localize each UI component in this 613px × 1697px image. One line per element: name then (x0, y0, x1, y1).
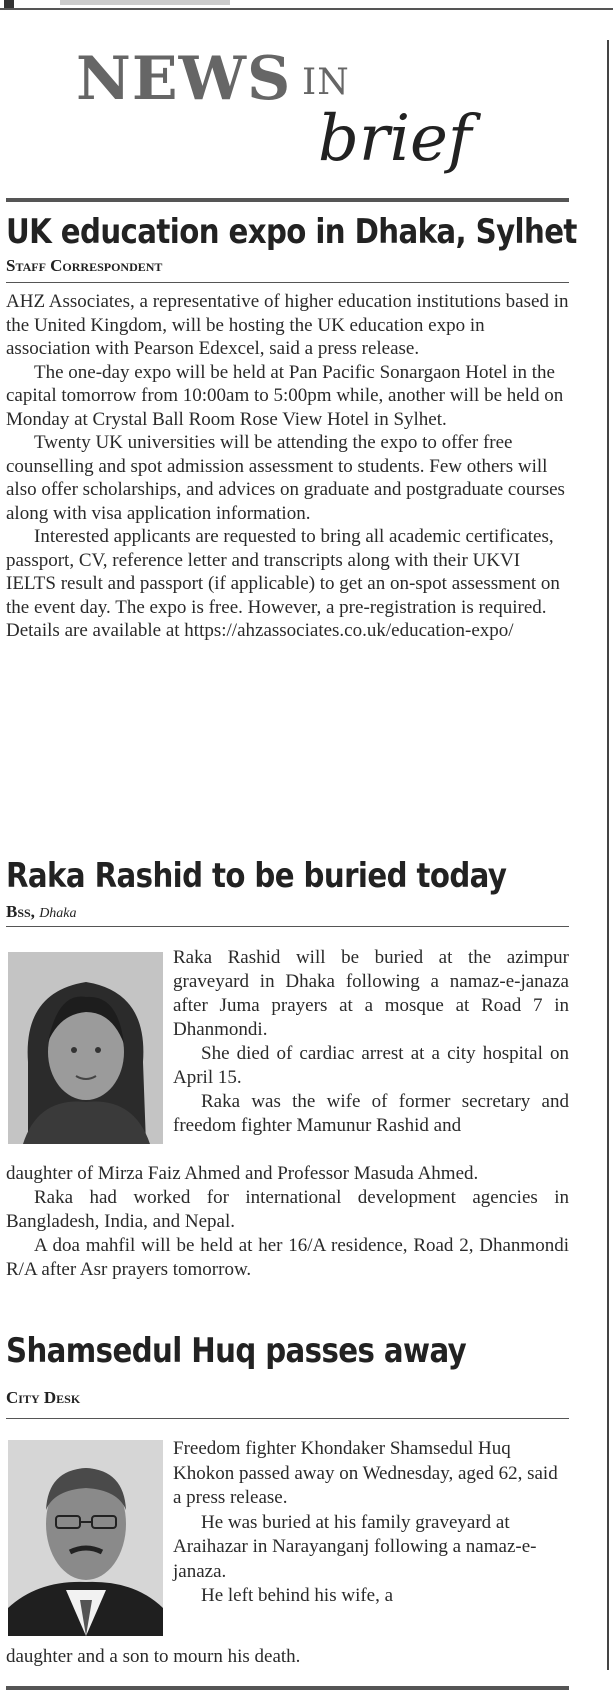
story1-paragraph-3: Twenty UK universities will be attending the expo to offer free counselling and spot admission assessment to students. Few others will also offer scholarships, and advices on graduate and postgraduate courses along with visa application information. (6, 432, 565, 524)
story2-paragraph-3: Raka was the wife of former secretary and freedom fighter Mamunur Rashid and (173, 1091, 569, 1136)
page-number-block (4, 0, 14, 8)
story1-paragraph-4: Interested applicants are requested to bring all academic certificates, passport, CV, reference letter and transcripts along with their UKVI IELTS result and passport (if applicable) to get an on-spot assessment on the event day. The expo is free. However, a pre-registration is required. Details are available at https://ahzassociates.co.uk/education-expo/ (6, 526, 560, 641)
faint-header-text (60, 0, 230, 5)
story3-paragraph-3-cont: daughter and a son to mourn his death. (6, 1646, 301, 1667)
story2-full-text (6, 1162, 569, 1282)
story1-paragraph-1: AHZ Associates, a representative of higher education institutions based in the United Kingdom, will be hosting the UK education expo in association with Pearson Edexcel, said a press release. (6, 291, 569, 359)
story3-byline-rule (6, 1418, 569, 1419)
page-header-strip (0, 0, 613, 10)
story1-body (6, 290, 569, 643)
story2-paragraph-1: Raka Rashid will be buried at the azimpur graveyard in Dhaka following a namaz-e-janaza after Juma prayers at a mosque at Road 7 in Dhanmondi. (173, 947, 569, 1040)
story2-byline (6, 902, 77, 922)
story2-byline-rule (6, 926, 569, 927)
story2-byline-org: Bss, (6, 902, 35, 921)
masthead-in: IN (302, 62, 350, 103)
story3-paragraph-1: Freedom fighter Khondaker Shamsedul Huq Khokon passed away on Wednesday, aged 62, said a press release. (173, 1438, 558, 1508)
story1-byline: Staff Correspondent (6, 256, 163, 275)
header-rule (0, 8, 613, 10)
story3-full-text (6, 1645, 569, 1669)
masthead-brief: brief (318, 102, 472, 176)
story3-byline: City Desk (6, 1388, 81, 1407)
bottom-rule (6, 1686, 569, 1690)
story2-byline-place: Dhaka (39, 906, 77, 921)
story3-paragraph-3: He left behind his wife, a (201, 1585, 394, 1606)
raka-rashid-photo (8, 952, 163, 1144)
story2-paragraph-5: A doa mahfil will be held at her 16/A residence, Road 2, Dhanmondi R/A after Asr prayers tomorrow. (6, 1235, 569, 1280)
story2-paragraph-4: Raka had worked for international development agencies in Bangladesh, India, and Nepal. (6, 1187, 569, 1232)
masthead-news: NEWS (76, 44, 292, 114)
news-in-brief-masthead (70, 40, 570, 200)
story3-wrap-text (173, 1437, 569, 1609)
story3-headline: Shamsedul Huq passes away (6, 1331, 467, 1371)
story2-paragraph-3-cont: daughter of Mirza Faiz Ahmed and Professor Masuda Ahmed. (6, 1163, 479, 1184)
story2-headline: Raka Rashid to be buried today (6, 856, 507, 896)
column-divider (607, 40, 609, 1670)
story3-paragraph-2: He was buried at his family graveyard at Araihazar in Narayanganj following a namaz-e-janaza. (173, 1511, 537, 1582)
story2-paragraph-2: She died of cardiac arrest at a city hospital on April 15. (173, 1043, 569, 1088)
story2-wrap-text (173, 946, 569, 1138)
story1-headline: UK education expo in Dhaka, Sylhet (6, 212, 577, 252)
story1-paragraph-2: The one-day expo will be held at Pan Pacific Sonargaon Hotel in the capital tomorrow from 10:00am to 5:00pm while, another will be held on Monday at Crystal Ball Room Rose View Hotel in Sylhet. (6, 361, 564, 430)
masthead-rule (6, 198, 569, 202)
story1-byline-rule (6, 282, 569, 283)
shamsedul-huq-photo (8, 1440, 163, 1636)
